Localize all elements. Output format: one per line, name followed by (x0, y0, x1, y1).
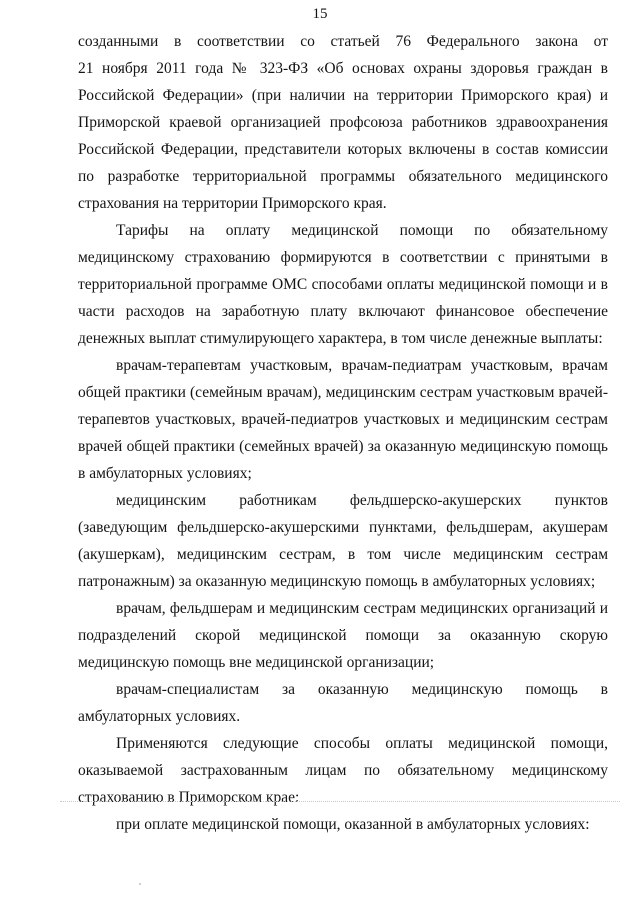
text-line: врачей общей практики (семейных врачей) за оказанную медицинскую помощь (78, 438, 608, 455)
text-line: Тарифы на оплату медицинской помощи по обязательному (116, 222, 608, 239)
text-line: врачам, фельдшерам и медицинским сестрам медицинских организаций и (116, 600, 608, 617)
text-line: (акушеркам), медицинским сестрам, в том числе медицинским сестрам (78, 546, 608, 563)
text-line: медицинским работникам фельдшерско-акушерских пунктов (116, 492, 608, 509)
page-number: 15 (312, 6, 328, 22)
text-line: страхованию в Приморском крае: (78, 789, 300, 806)
text-line: оказываемой застрахованным лицам по обязательному медицинскому (78, 762, 608, 779)
text-line: денежных выплат стимулирующего характера, в том числе денежные выплаты: (78, 330, 603, 347)
text-line: подразделений скорой медицинской помощи за оказанную скорую (78, 627, 608, 644)
text-line: части расходов на заработную плату включают финансовое обеспечение (78, 303, 608, 320)
text-line: Приморской краевой организацией профсоюза работников здравоохранения (78, 114, 608, 131)
text-line: при оплате медицинской помощи, оказанной в амбулаторных условиях: (116, 816, 590, 833)
text-line: Российской Федерации, представители которых включены в состав комиссии (78, 141, 608, 158)
text-line: Российской Федерации» (при наличии на территории Приморского края) и (78, 87, 608, 104)
text-line: (заведующим фельдшерско-акушерскими пунктами, фельдшерам, акушерам (78, 519, 608, 536)
text-line: медицинскому страхованию формируются в соответствии с принятыми в (78, 249, 608, 266)
text-line: врачам-специалистам за оказанную медицинскую помощь в (116, 681, 608, 698)
text-line: в амбулаторных условиях; (78, 465, 252, 482)
text-line: созданными в соответствии со статьей 76 Федерального закона от (78, 33, 608, 50)
text-line: 21 ноября 2011 года № 323-ФЗ «Об основах охраны здоровья граждан в (78, 60, 608, 77)
text-line: по разработке территориальной программы обязательного медицинского (78, 168, 608, 185)
text-line: территориальной программе ОМС способами оплаты медицинской помощи и в (78, 276, 608, 293)
text-line: патронажным) за оказанную медицинскую помощь в амбулаторных условиях; (78, 573, 596, 590)
text-line: терапевтов участковых, врачей-педиатров участковых и медицинским сестрам (78, 411, 608, 428)
scan-artifact-dot (139, 883, 141, 885)
text-line: медицинскую помощь вне медицинской организации; (78, 654, 435, 671)
text-line: амбулаторных условиях. (78, 708, 241, 725)
text-line: страхования на территории Приморского края. (78, 195, 387, 212)
text-line: Применяются следующие способы оплаты медицинской помощи, (116, 735, 608, 752)
body-text (78, 28, 608, 838)
text-line: врачам-терапевтам участковым, врачам-педиатрам участковым, врачам (116, 357, 608, 374)
text-line: общей практики (семейным врачам), медицинским сестрам участковым врачей- (78, 384, 608, 401)
scan-artifact-line (60, 801, 620, 803)
